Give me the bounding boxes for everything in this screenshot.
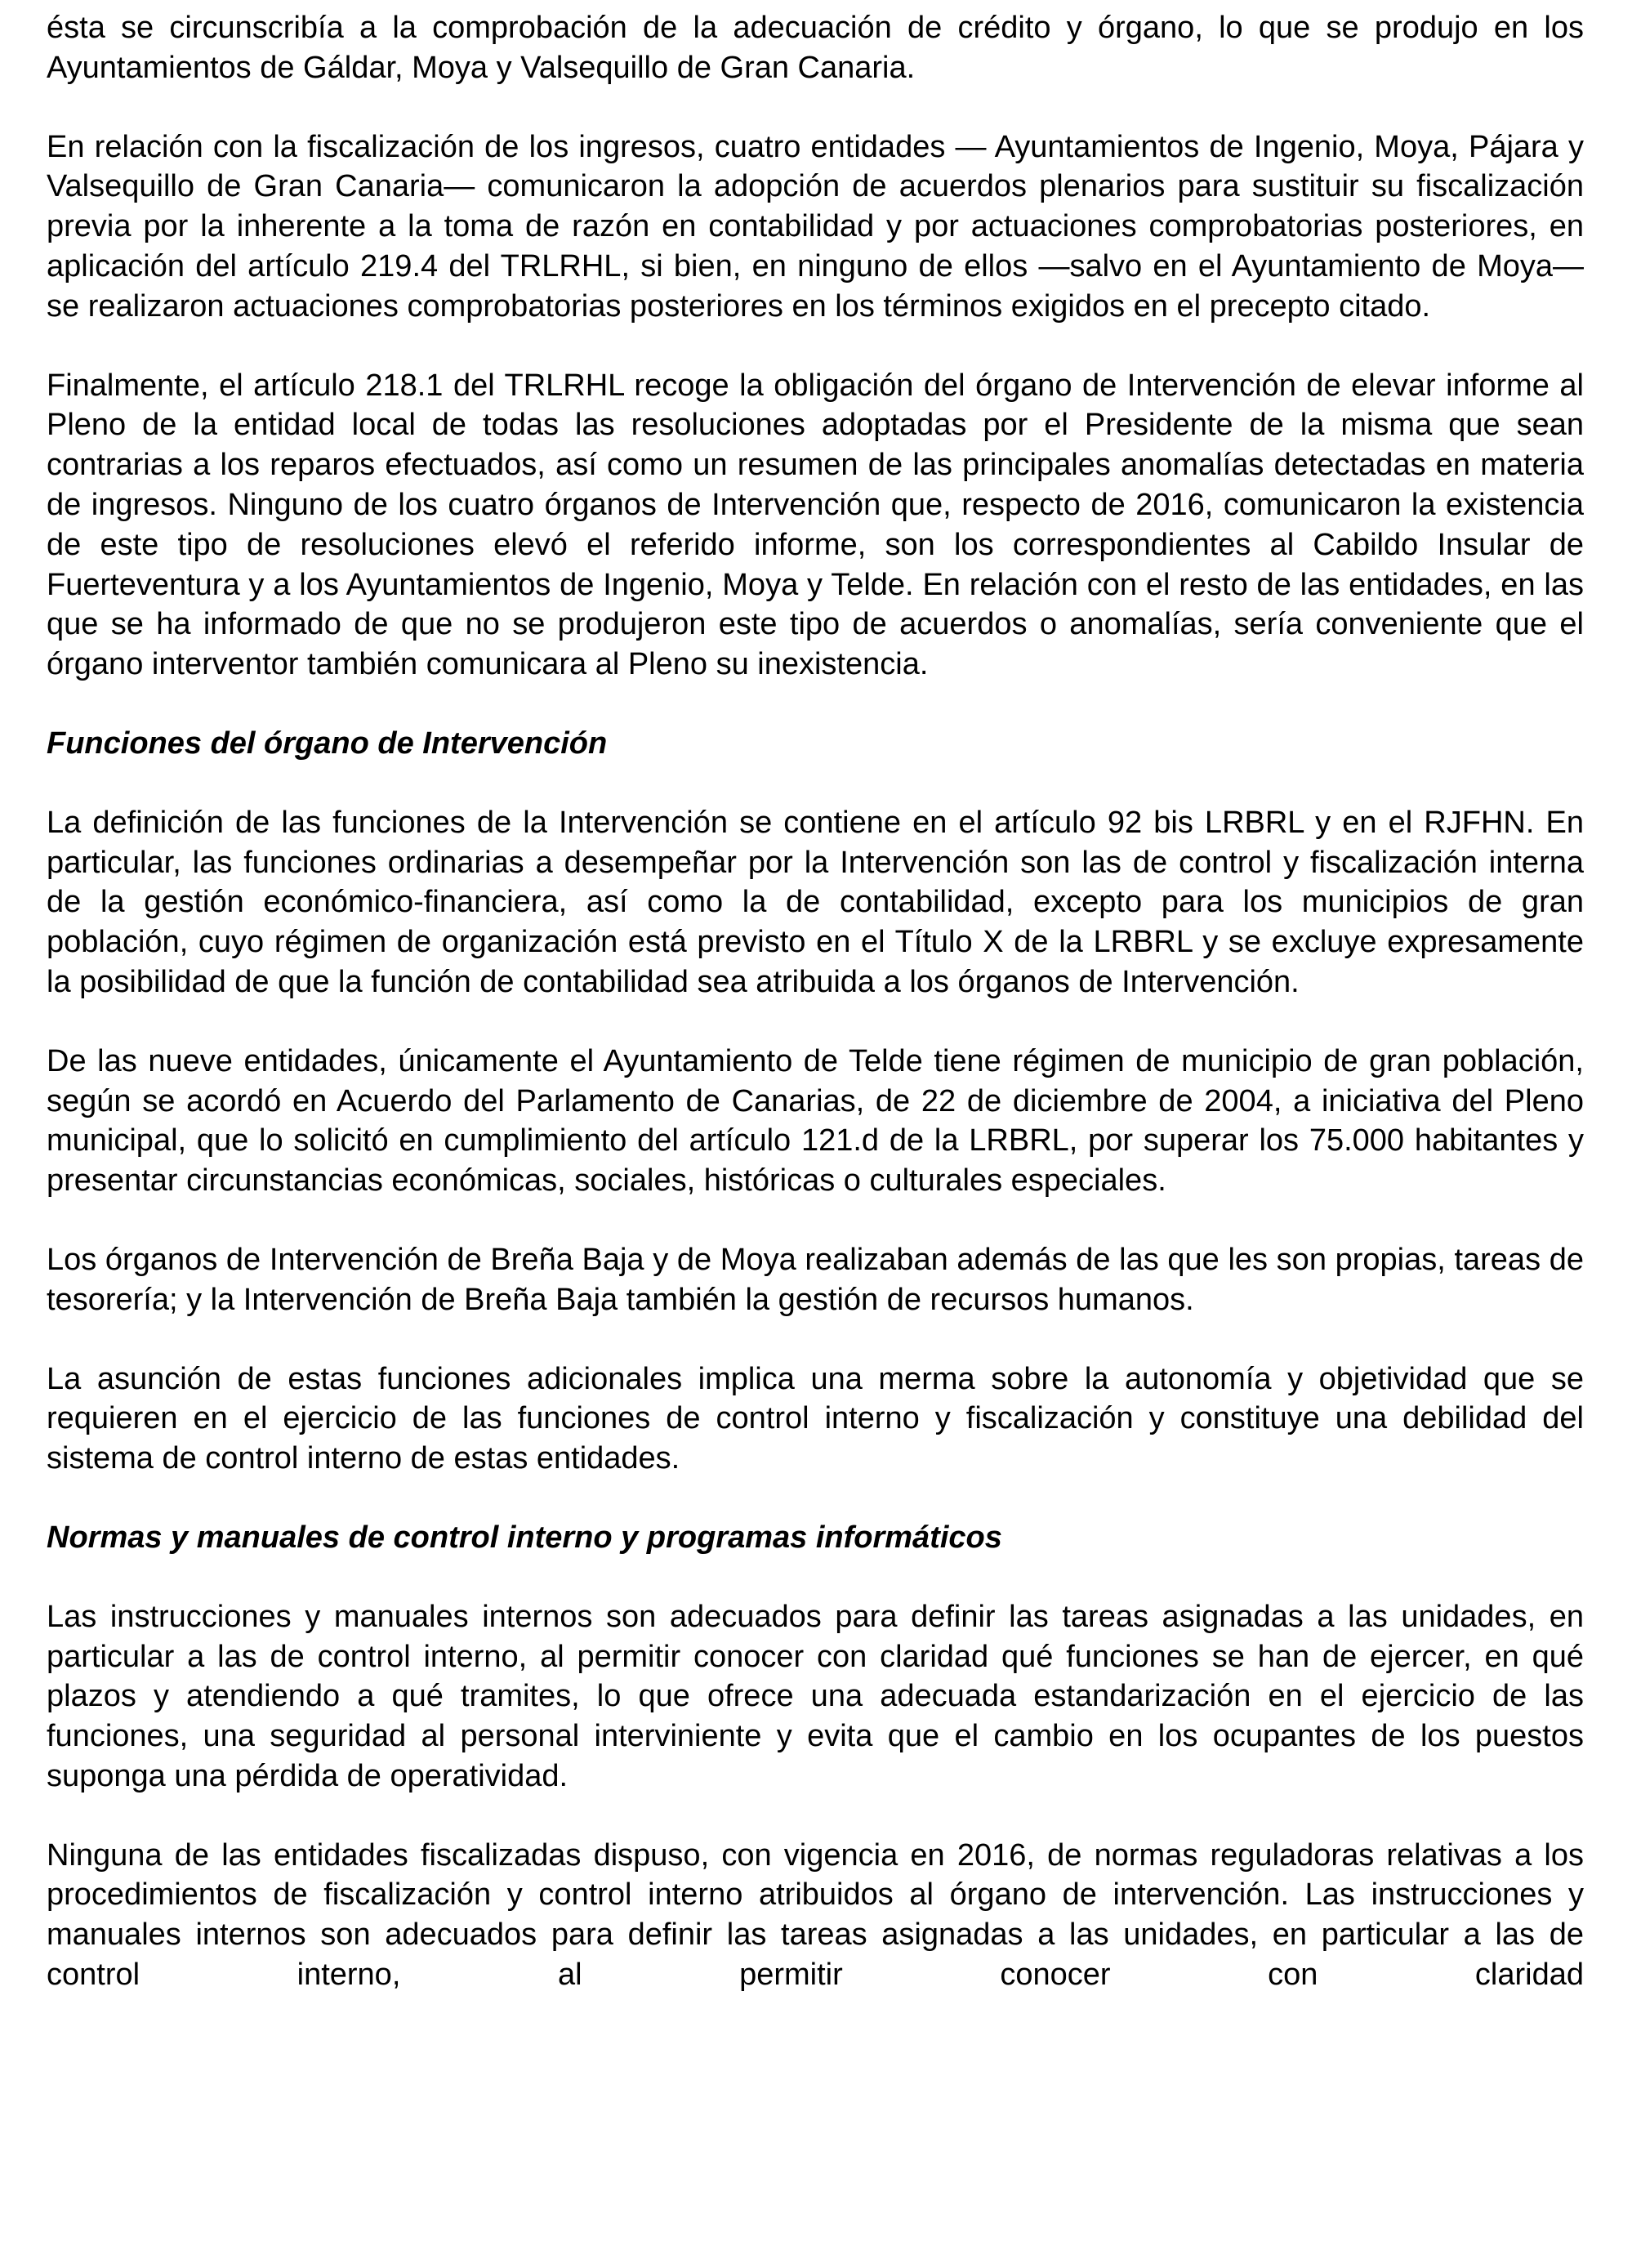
section-heading-intervention-functions: Funciones del órgano de Intervención	[47, 725, 608, 761]
paragraph-instructions-manuals: Las instrucciones y manuales internos son adecuados para definir las tareas asignadas a las unidades, en particular a las de control interno, al permitir conocer con claridad qué funciones se han de ejercer, en qué plazos y atendiendo a qué tramites, lo que ofrece una adecuada estandarización en el ejercicio de las funciones, una seguridad al personal interviniente y evita que el cambio en los ocupantes de los puestos suponga una pérdida de operatividad.	[47, 1599, 1584, 1793]
section-heading-internal-control-norms: Normas y manuales de control interno y programas informáticos	[47, 1520, 1002, 1555]
document-page	[47, 8, 1584, 1995]
paragraph-functions-definition: La definición de las funciones de la Intervención se contiene en el artículo 92 bis LRBRL y en el RJFHN. En particular, las funciones ordinarias a desempeñar por la Intervención son las de control y fiscalización interna de la gestión económico-financiera, así como la de contabilidad, excepto para los municipios de gran población, cuyo régimen de organización está previsto en el Título X de la LRBRL y se excluye expresamente la posibilidad de que la función de contabilidad sea atribuida a los órganos de Intervención.	[47, 805, 1584, 999]
paragraph-autonomy-weakness: La asunción de estas funciones adicionales implica una merma sobre la autonomía y objetividad que se requieren en el ejercicio de las funciones de control interno y fiscalización y constituye una debilidad del sistema de control interno de estas entidades.	[47, 1361, 1584, 1476]
paragraph-article-218: Finalmente, el artículo 218.1 del TRLRHL recoge la obligación del órgano de Intervención de elevar informe al Pleno de la entidad local de todas las resoluciones adoptadas por el Presidente de la misma que sean contrarias a los reparos efectuados, así como un resumen de las principales anomalías detectadas en materia de ingresos. Ninguno de los cuatro órganos de Intervención que, respecto de 2016, comunicaron la existencia de este tipo de resoluciones elevó el referido informe, son los correspondientes al Cabildo Insular de Fuerteventura y a los Ayuntamientos de Ingenio, Moya y Telde. En relación con el resto de las entidades, en las que se ha informado de que no se produjeron este tipo de acuerdos o anomalías, sería conveniente que el órgano interventor también comunicara al Pleno su inexistencia.	[47, 368, 1584, 682]
paragraph-telde-regime: De las nueve entidades, únicamente el Ayuntamiento de Telde tiene régimen de municipio de gran población, según se acordó en Acuerdo del Parlamento de Canarias, de 22 de diciembre de 2004, a iniciativa del Pleno municipal, que lo solicitó en cumplimiento del artículo 121.d de la LRBRL, por superar los 75.000 habitantes y presentar circunstancias económicas, sociales, históricas o culturales especiales.	[47, 1043, 1584, 1199]
paragraph-additional-tasks: Los órganos de Intervención de Breña Baja y de Moya realizaban además de las que les son propias, tareas de tesorería; y la Intervención de Breña Baja también la gestión de recursos humanos.	[47, 1242, 1584, 1317]
paragraph-no-regulations: Ninguna de las entidades fiscalizadas dispuso, con vigencia en 2016, de normas reguladoras relativas a los procedimientos de fiscalización y control interno atribuidos al órgano de intervención. Las instrucciones y manuales internos son adecuados para definir las tareas asignadas a las unidades, en particular a las de control interno, al permitir conocer con claridad	[47, 1837, 1584, 1993]
paragraph-income-audit: En relación con la fiscalización de los ingresos, cuatro entidades — Ayuntamientos de Ingenio, Moya, Pájara y Valsequillo de Gran Canaria— comunicaron la adopción de acuerdos plenarios para sustituir su fiscalización previa por la inherente a la toma de razón en contabilidad y por actuaciones comprobatorias posteriores, en aplicación del artículo 219.4 del TRLRHL, si bien, en ninguno de ellos —salvo en el Ayuntamiento de Moya— se realizaron actuaciones comprobatorias posteriores en los términos exigidos en el precepto citado.	[47, 129, 1584, 324]
paragraph-credit-verification: ésta se circunscribía a la comprobación de la adecuación de crédito y órgano, lo que se produjo en los Ayuntamientos de Gáldar, Moya y Valsequillo de Gran Canaria.	[47, 11, 1584, 85]
